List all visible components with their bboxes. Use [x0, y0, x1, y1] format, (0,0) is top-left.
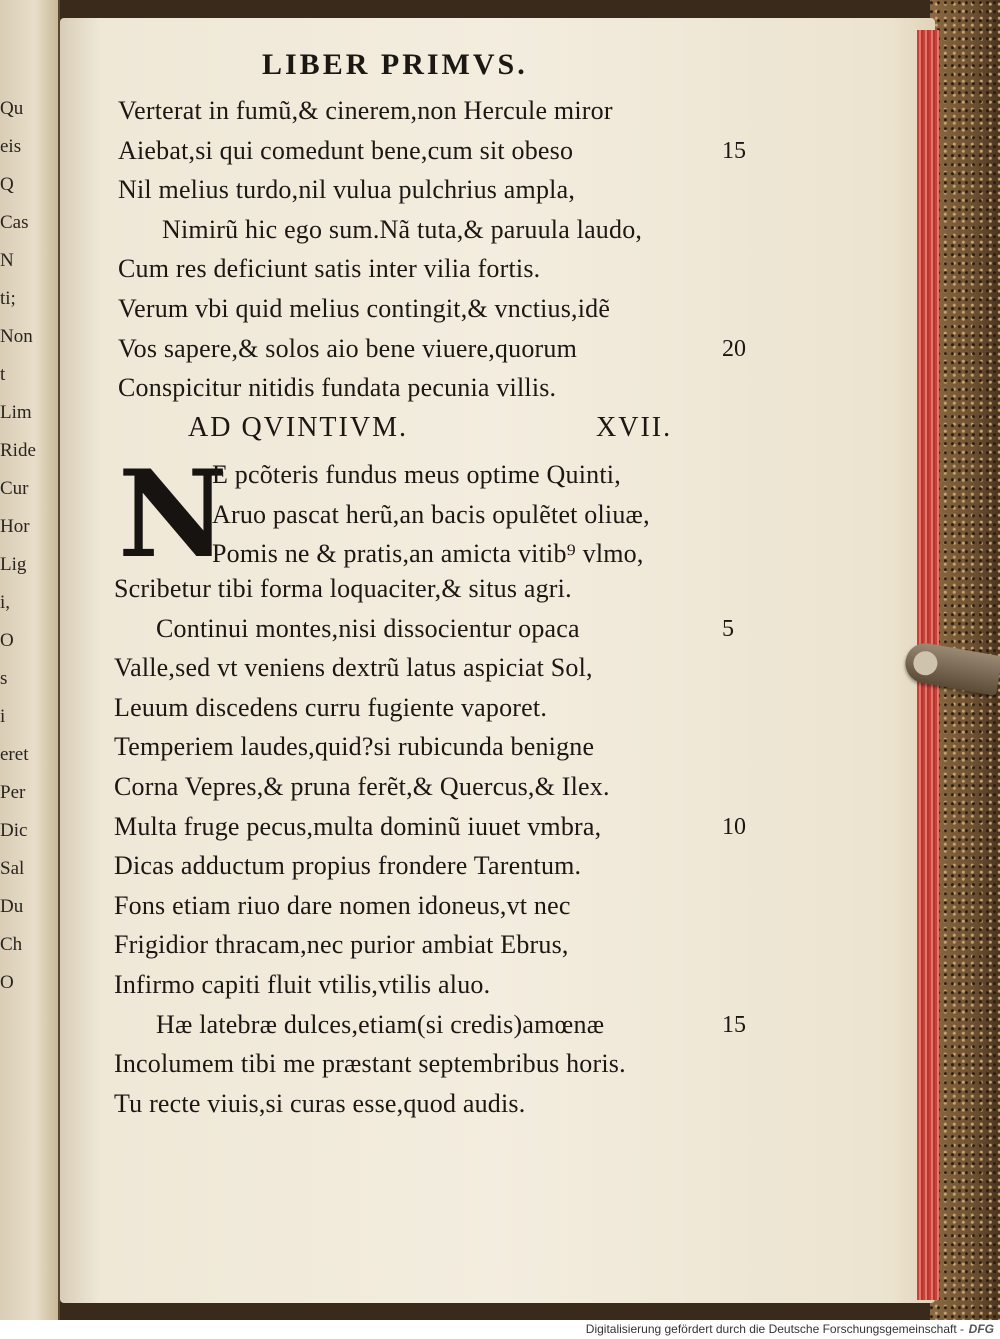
verse-line: Verum vbi quid melius contingit,& vnctius,idẽ	[118, 294, 611, 323]
left-page-fragment: Du	[0, 896, 24, 917]
line-number: 5	[722, 616, 734, 642]
left-page-fragment: Cur	[0, 478, 29, 499]
left-page-fragment: Q	[0, 174, 14, 195]
verse-line: Continui montes,nisi dissocientur opaca	[156, 614, 580, 643]
left-page-fragment: Ch	[0, 934, 23, 955]
verse-line: Dicas adductum propius frondere Tarentum.	[114, 851, 582, 880]
verse-line: Conspicitur nitidis fundata pecunia villis.	[118, 373, 557, 402]
left-page-fragment: O	[0, 630, 14, 651]
left-page-fragment: i,	[0, 592, 11, 613]
verse-line: Fons etiam riuo dare nomen idoneus,vt nec	[114, 891, 571, 920]
verse-line: Tu recte viuis,si curas esse,quod audis.	[114, 1089, 526, 1118]
left-page-fragment: s	[0, 668, 8, 689]
verse-line: Nil melius turdo,nil vulua pulchrius ampla,	[118, 175, 576, 204]
line-number: 20	[722, 336, 746, 362]
left-page-fragment: Lim	[0, 402, 32, 423]
drop-cap: N	[118, 444, 228, 585]
verse-line: Incolumem tibi me præstant septembribus horis.	[114, 1049, 626, 1078]
verse-line: Leuum discedens curru fugiente vaporet.	[114, 693, 548, 722]
verse-line: Scribetur tibi forma loquaciter,& situs agri.	[114, 574, 572, 603]
left-page-fragment: O	[0, 972, 14, 993]
left-page-fragment: Hor	[0, 516, 30, 537]
left-page-fragment: t	[0, 364, 6, 385]
left-page-fragment: Sal	[0, 858, 25, 879]
left-page-fragment: eis	[0, 136, 22, 157]
verse-line: Pomis ne & pratis,an amicta vitib⁹ vlmo,	[212, 539, 644, 568]
verse-line: Verterat in fumũ,& cinerem,non Hercule miror	[118, 96, 613, 125]
left-page-fragment: Cas	[0, 212, 29, 233]
verse-line: Infirmo capiti fluit vtilis,vtilis aluo.	[114, 970, 491, 999]
line-number: 15	[722, 138, 746, 164]
left-page-fragment: i	[0, 706, 6, 727]
verse-line: Cum res deficiunt satis inter vilia fortis.	[118, 254, 541, 283]
left-page-fragment: Lig	[0, 554, 27, 575]
footer-credit: Digitalisierung gefördert durch die Deutsche Forschungsgemeinschaft -	[585, 1322, 964, 1336]
line-number: 10	[722, 814, 746, 840]
left-page-fragment: ti;	[0, 288, 16, 309]
left-page-fragment: N	[0, 250, 14, 271]
left-page-fragment: eret	[0, 744, 29, 765]
verse-line: Valle,sed vt veniens dextrũ latus aspiciat Sol,	[114, 653, 593, 682]
left-page-fragment: Non	[0, 326, 33, 347]
verse-line: Nimirũ hic ego sum.Nã tuta,& paruula laudo,	[162, 215, 643, 244]
line-number: 15	[722, 1012, 746, 1038]
verse-line: Temperiem laudes,quid?si rubicunda benigne	[114, 732, 595, 761]
verse-line: Aiebat,si qui comedunt bene,cum sit obeso	[118, 136, 574, 165]
poem-heading: AD QVINTIVM.	[188, 412, 408, 443]
dfg-logo: DFG	[968, 1322, 994, 1336]
poem-number: XVII.	[596, 412, 673, 443]
verse-line: E pcõteris fundus meus optime Quinti,	[212, 460, 621, 489]
verse-line: Vos sapere,& solos aio bene viuere,quorum	[118, 334, 578, 363]
verse-line: Corna Vepres,& pruna ferẽt,& Quercus,& Ilex.	[114, 772, 610, 801]
left-page-fragment: Dic	[0, 820, 28, 841]
verse-line: Aruo pascat herũ,an bacis opulẽtet oliuæ,	[212, 500, 650, 529]
running-head: LIBER PRIMVS.	[262, 48, 528, 81]
verse-line: Frigidior thracam,nec purior ambiat Ebrus,	[114, 930, 569, 959]
footer	[0, 1320, 1000, 1339]
left-page-fragment: Qu	[0, 98, 24, 119]
verse-line: Hæ latebræ dulces,etiam(si credis)amœnæ	[156, 1010, 605, 1039]
left-page-fragment: Per	[0, 782, 26, 803]
verse-line: Multa fruge pecus,multa dominũ iuuet vmbra,	[114, 812, 602, 841]
left-page-fragment: Ride	[0, 440, 36, 461]
